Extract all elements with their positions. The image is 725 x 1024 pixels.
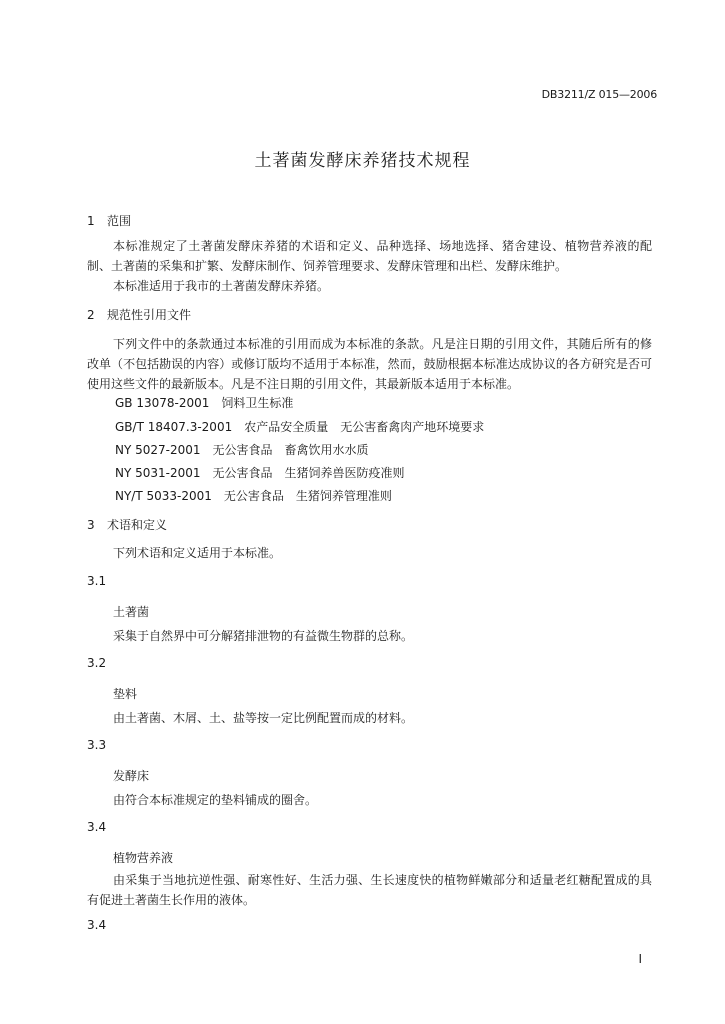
reference-title: 农产品安全质量 无公害畜禽肉产地环境要求 [244, 420, 485, 434]
term-name: 植物营养液 [113, 851, 174, 865]
reference-code: NY 5027-2001 [115, 443, 201, 457]
section-3-heading [87, 516, 167, 533]
term-definition: 由采集于当地抗逆性强、耐寒性好、生活力强、生长速度快的植物鲜嫩部分和适量老红糖配置成的具有促进土著菌生长作用的液体。 [87, 873, 652, 907]
reference-code: GB/T 18407.3-2001 [115, 420, 233, 434]
page-title: 土著菌发酵床养猪技术规程 [254, 151, 471, 171]
term-number: 3.4 [87, 918, 107, 932]
reference-code: GB 13078-2001 [115, 396, 210, 410]
reference-item [115, 487, 392, 504]
reference-code: NY/T 5033-2001 [115, 489, 212, 503]
reference-code: NY 5031-2001 [115, 466, 201, 480]
reference-item [115, 441, 369, 458]
term-definition: 由符合本标准规定的垫料铺成的圈舍。 [113, 793, 318, 807]
section-number: 3 [87, 518, 95, 532]
reference-item [115, 464, 405, 481]
reference-title: 无公害食品 畜禽饮用水水质 [212, 443, 369, 457]
term-number: 3.1 [87, 574, 107, 588]
term-definition: 由土著菌、木屑、土、盐等按一定比例配置而成的材料。 [113, 711, 414, 725]
section-title: 术语和定义 [107, 518, 168, 532]
section-3-intro: 下列术语和定义适用于本标准。 [113, 546, 282, 560]
term-name: 土著菌 [113, 605, 150, 619]
reference-item [115, 394, 293, 411]
section-number: 2 [87, 308, 95, 322]
section-number: 1 [87, 214, 95, 228]
page-number: I [638, 952, 642, 966]
term-number: 3.3 [87, 738, 107, 752]
section-1-scope-paragraph: 本标准适用于我市的土著菌发酵床养猪。 [113, 279, 330, 293]
term-number: 3.4 [87, 820, 107, 834]
reference-title: 无公害食品 生猪饲养兽医防疫准则 [212, 466, 405, 480]
section-1-heading [87, 212, 131, 229]
section-title: 范围 [107, 214, 132, 228]
term-name: 发酵床 [113, 769, 150, 783]
section-2-paragraph: 下列文件中的条款通过本标准的引用而成为本标准的条款。凡是注日期的引用文件，其随后所有的修改单（不包括勘误的内容）或修订版均不适用于本标准，然而，鼓励根据本标准达成协议的各方研究是否可使用这些文件的最新版本。凡是不注日期的引用文件，其最新版本适用于本标准。 [87, 337, 652, 391]
section-2-heading [87, 306, 191, 323]
section-title: 规范性引用文件 [107, 308, 192, 322]
reference-title: 饲料卫生标准 [221, 396, 294, 410]
term-definition: 采集于自然界中可分解猪排泄物的有益微生物群的总称。 [113, 629, 414, 643]
document-code: DB3211/Z 015—2006 [541, 88, 657, 101]
section-1-paragraph: 本标准规定了土著菌发酵床养猪的术语和定义、品种选择、场地选择、猪舍建设、植物营养液的配制、土著菌的采集和扩繁、发酵床制作、饲养管理要求、发酵床管理和出栏、发酵床维护。 [87, 239, 652, 273]
term-number: 3.2 [87, 656, 107, 670]
reference-title: 无公害食品 生猪饲养管理准则 [223, 489, 392, 503]
term-name: 垫料 [113, 687, 138, 701]
reference-item [115, 418, 484, 435]
